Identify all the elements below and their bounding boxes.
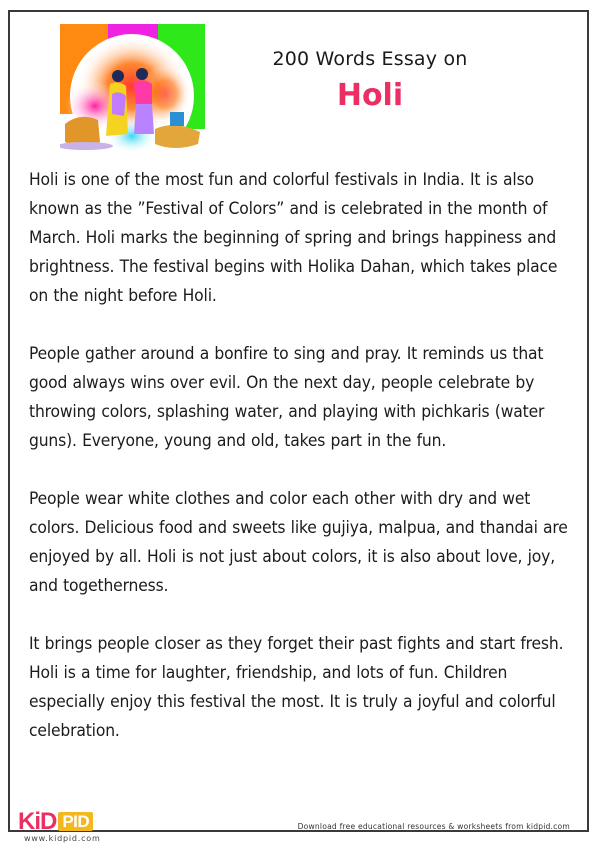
footer-download-note: Download free educational resources & worksheets from kidpid.com (297, 822, 570, 831)
holi-illustration (60, 24, 205, 154)
essay-paragraph-1: Holi is one of the most fun and colorful festivals in India. It is also known as the ”Festival of Colors” and is celebrated in the month of March. Holi marks the beginning of spring and brings happiness and brightness. The festival begins with Holika Dahan, which takes place on the night before Holi. (29, 170, 558, 306)
essay-title: Holi (336, 78, 404, 113)
logo-pid-badge: PID (58, 812, 93, 831)
essay-paragraph-3: People wear white clothes and color each other with dry and wet colors. Delicious food and sweets like gujiya, malpua, and thandai are enjoyed by all. Holi is not just about colors, it is also about love, joy, and togetherness. (29, 489, 568, 596)
kidpid-logo[interactable] (18, 808, 101, 843)
essay-subtitle: 200 Words Essay on (272, 48, 468, 70)
essay-paragraph-4: It brings people closer as they forget their past fights and start fresh. Holi is a time for laughter, friendship, and lots of fun. Children especially enjoy this festival the most. It is truly a joyful and colorful celebration. (29, 634, 564, 741)
logo-url[interactable]: www.kidpid.com (24, 834, 101, 843)
logo-kid-text: KiD (18, 808, 57, 835)
essay-paragraph-2: People gather around a bonfire to sing and pray. It reminds us that good always wins over evil. On the next day, people celebrate by throwing colors, splashing water, and playing with pichkaris (water guns). Everyone, young and old, takes part in the fun. (29, 344, 545, 451)
title-block (240, 48, 500, 113)
essay-body (29, 166, 577, 775)
holi-celebration-image-icon (60, 24, 205, 154)
